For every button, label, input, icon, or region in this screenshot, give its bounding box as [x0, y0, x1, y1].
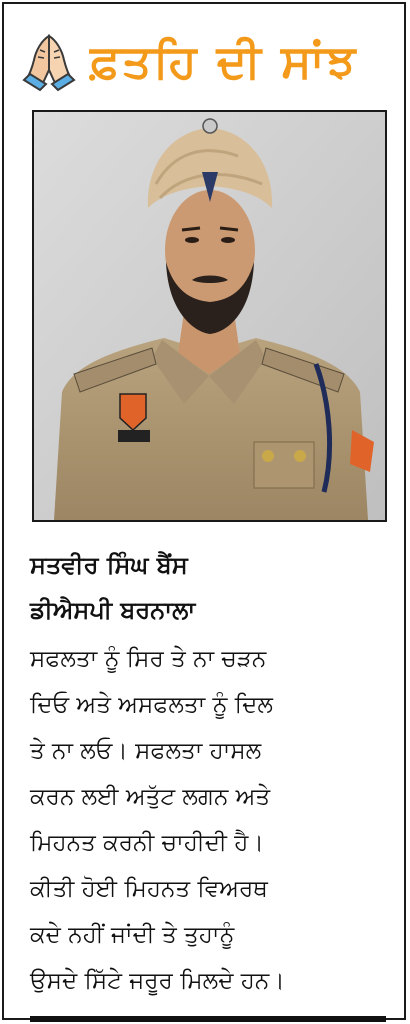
quote-line: ਕਰਨ ਲਈ ਅਤੁੱਟ ਲਗਨ ਅਤੇ: [30, 784, 271, 810]
person-designation: ਡੀਐਸਪੀ ਬਰਨਾਲਾ: [30, 596, 196, 624]
quote-text: [30, 636, 394, 1004]
column-title: ਫ਼ਤਹਿ ਦੀ ਸਾਂਝ: [90, 34, 358, 88]
quote-line: ਤੇ ਨਾ ਲਓ। ਸਫਲਤਾ ਹਾਸਲ: [30, 738, 262, 764]
quote-line: ਦਿਓ ਅਤੇ ਅਸਫਲਤਾ ਨੂੰ ਦਿਲ: [30, 692, 273, 718]
folded-hands-icon: [18, 30, 80, 92]
quote-line: ਮਿਹਨਤ ਕਰਨੀ ਚਾਹੀਦੀ ਹੈ।: [30, 830, 264, 856]
person-name: ਸਤਵੀਰ ਸਿੰਘ ਬੈਂਸ: [30, 551, 188, 579]
column-header: [18, 26, 390, 96]
officer-portrait: [34, 112, 385, 520]
quote-line: ਉਸਦੇ ਸਿੱਟੇ ਜਰੂਰ ਮਿਲਦੇ ਹਨ।: [30, 968, 285, 994]
quote-line: ਕੀਤੀ ਹੋਈ ਮਿਹਨਤ ਵਿਅਰਥ: [30, 876, 268, 902]
quote-line: ਸਫਲਤਾ ਨੂੰ ਸਿਰ ਤੇ ਨਾ ਚੜਨ: [30, 646, 267, 672]
bottom-divider: [30, 1016, 386, 1022]
officer-photo: [32, 110, 387, 522]
quote-line: ਕਦੇ ਨਹੀਂ ਜਾਂਦੀ ਤੇ ਤੁਹਾਨੂੰ: [30, 922, 235, 948]
